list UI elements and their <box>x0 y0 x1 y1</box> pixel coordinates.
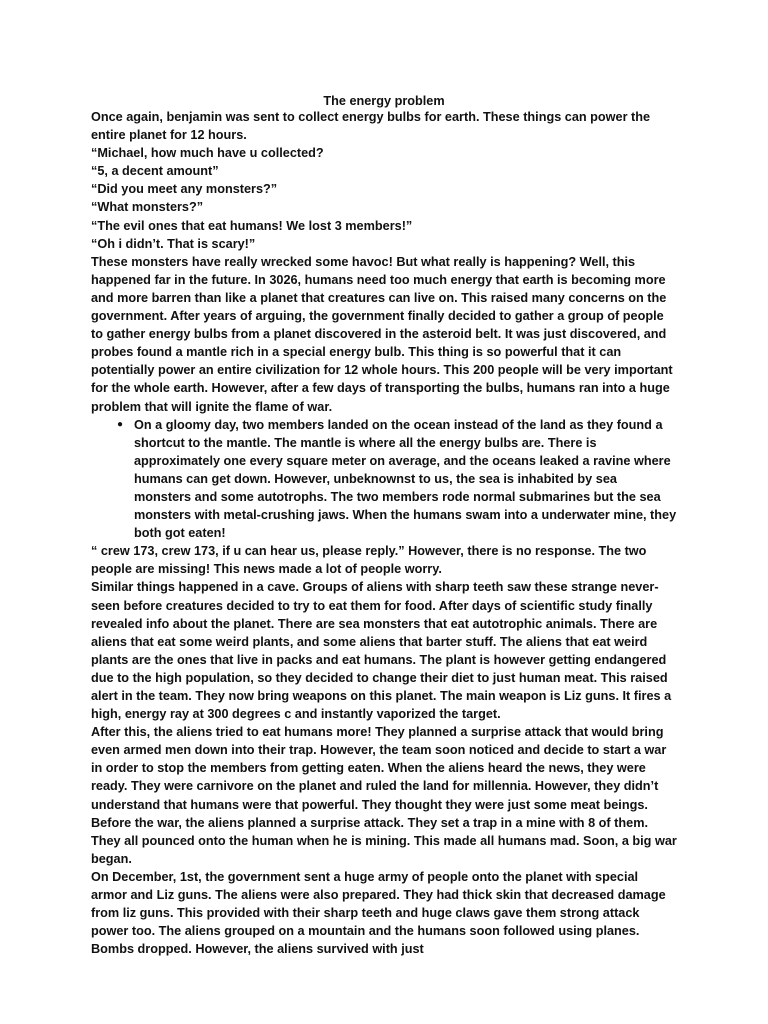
document-title: The energy problem <box>323 94 445 108</box>
bullet-list <box>91 416 677 543</box>
paragraph-december: On December, 1st, the government sent a huge army of people onto the planet with special armor and Liz guns. The aliens were also prepared. They had thick skin that decreased damage from liz guns. This provided with their sharp teeth and huge claws gave them strong attack power too. The aliens grouped on a mountain and the humans soon followed using planes. Bombs dropped. However, the aliens survived with just <box>91 869 666 957</box>
dialogue-line: “Did you meet any monsters?” <box>91 182 278 197</box>
bullet-marker: ● <box>117 418 124 430</box>
paragraph-intro: Once again, benjamin was sent to collect energy bulbs for earth. These things can power the entire planet for 12 hours. <box>91 110 651 143</box>
paragraph-crew-missing: “ crew 173, crew 173, if u can hear us, please reply.” However, there is no response. The two people are missing! This news made a lot of people worry. <box>91 544 647 577</box>
dialogue-line: “Michael, how much have u collected? <box>91 146 324 161</box>
paragraph-before-war: Before the war, the aliens planned a surprise attack. They set a trap in a mine with 8 of them. They all pounced onto the human when he is mining. This made all humans mad. Soon, a big war began. <box>91 815 677 866</box>
dialogue-line: “The evil ones that eat humans! We lost 3 members!” <box>91 218 413 233</box>
document-body <box>91 108 677 958</box>
bullet-item <box>117 416 677 543</box>
paragraph-cave: Similar things happened in a cave. Groups of aliens with sharp teeth saw these strange never-seen before creatures decided to try to eat them for food. After days of scientific study finally revealed info about the planet. There are sea monsters that eat autotrophic animals. There are aliens that eat some weird plants, and some aliens that barter stuff. The aliens that eat weird plants are the ones that live in packs and eat humans. The plant is however getting endangered due to the high population, so they decided to change their diet to just human meat. This raised alert in the team. They now bring weapons on this planet. The main weapon is Liz guns. It fires a high, energy ray at 300 degrees c and instantly vaporized the target. <box>91 580 672 722</box>
dialogue-line: “Oh i didn’t. That is scary!” <box>91 236 256 251</box>
dialogue-line: “What monsters?” <box>91 200 204 215</box>
paragraph-background: These monsters have really wrecked some havoc! But what really is happening? Well, this happened far in the future. In 3026, humans need too much energy that earth is becoming more and more barren than like a planet that creatures can live on. This raised many concerns on the government. After years of arguing, the government finally decided to gather a group of people to gather energy bulbs from a planet discovered in the asteroid belt. It was just discovered, and probes found a mantle rich in a special energy bulb. This thing is so powerful that it can potentially power an entire civilization for 12 whole hours. This 200 people will be very important for the whole earth. However, after a few days of transporting the bulbs, humans ran into a huge problem that will ignite the flame of war. <box>91 254 673 414</box>
paragraph-after-this: After this, the aliens tried to eat humans more! They planned a surprise attack that would bring even armed men down into their trap. However, the team soon noticed and decide to start a war in order to stop the members from getting eaten. When the aliens heard the news, they were ready. They were carnivore on the planet and ruled the land for millennia. However, they didn’t understand that humans were that powerful. They thought they were just some meat beings. <box>91 725 667 812</box>
dialogue-line: “5, a decent amount” <box>91 164 219 179</box>
bullet-text: On a gloomy day, two members landed on the ocean instead of the land as they found a shortcut to the mantle. The mantle is where all the energy bulbs are. There is approximately one every square meter on average, and the oceans leaked a ravine where humans can get down. However, unbeknownst to us, the sea is inhabited by sea monsters and some autotrophs. The two members rode normal submarines but the sea monsters with metal-crushing jaws. When the humans swam into a underwater mine, they both got eaten! <box>134 417 677 541</box>
